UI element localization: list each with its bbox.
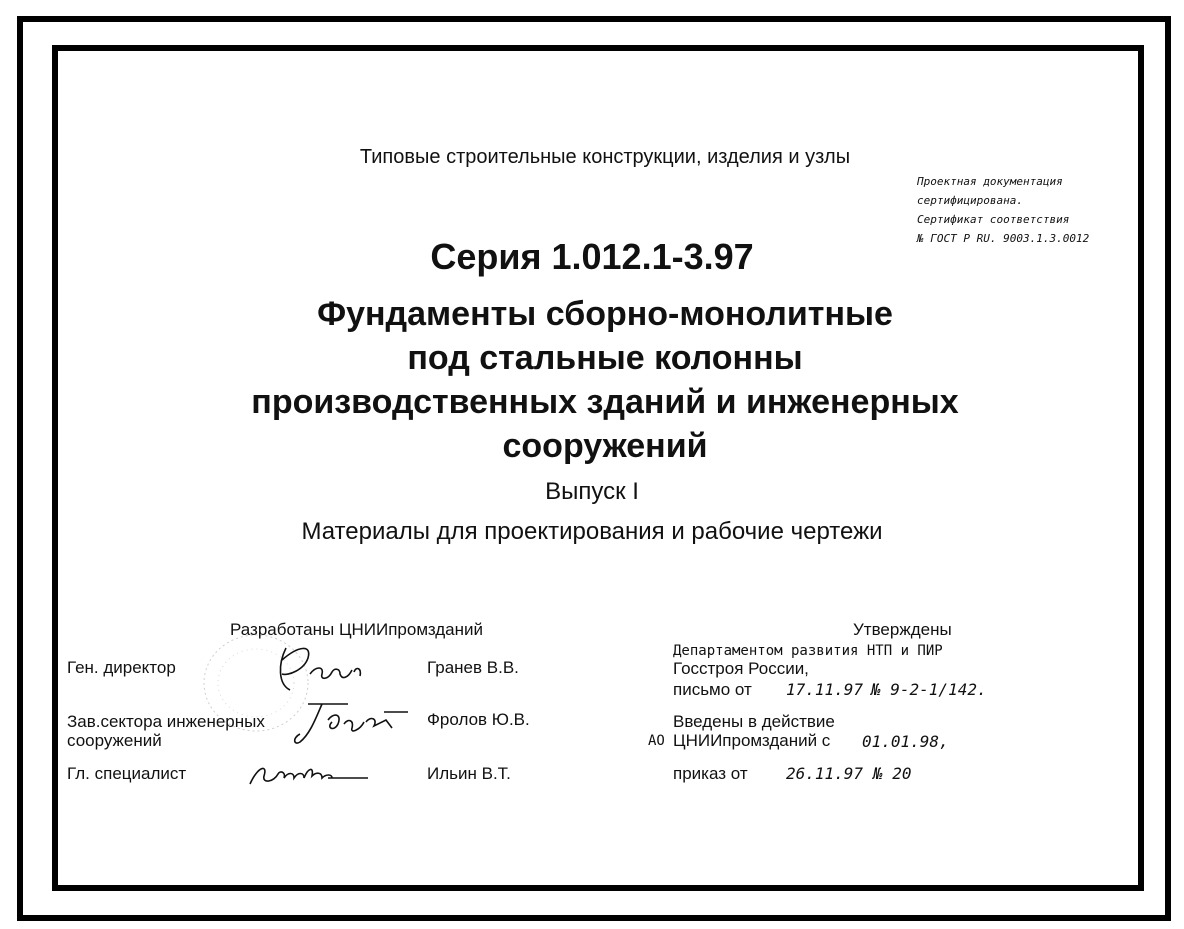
department-line: Департаментом развития НТП и ПИР [673, 643, 943, 659]
introduced-org: ЦНИИпромзданий с [673, 731, 831, 750]
series-title: Серия 1.012.1-3.97 [430, 236, 754, 277]
certificate-line: Сертификат соответствия [917, 213, 1070, 226]
role-label: Ген. директор [67, 658, 176, 677]
main-title [200, 292, 1010, 468]
introduced-date: 01.01.98, [862, 732, 949, 751]
role-label: Зав.сектора инженерных [67, 712, 265, 731]
director-signature [268, 640, 380, 696]
person-name: Ильин В.Т. [427, 764, 511, 783]
letter-date: 17.11.97 [786, 680, 864, 699]
title-line: производственных зданий и инженерных [251, 383, 959, 421]
approval-heading: Утверждены [853, 620, 952, 639]
organization-line: Госстроя России, [673, 659, 809, 678]
order-number: № 20 [873, 764, 912, 783]
specialist-signature [244, 756, 374, 792]
developers-heading: Разработаны ЦНИИпромзданий [230, 620, 484, 639]
introduced-prefix: АО [648, 733, 665, 749]
letter-number: № 9-2-1/142. [871, 680, 987, 699]
title-line: Фундаменты сборно-монолитные [317, 295, 893, 333]
person-name: Гранев В.В. [427, 658, 519, 677]
materials-description: Материалы для проектирования и рабочие чертежи [301, 518, 883, 545]
certificate-line: № ГОСТ Р RU. 9003.1.3.0012 [917, 232, 1090, 245]
title-line: под стальные колонны [407, 339, 803, 377]
role-label-line2: сооружений [67, 731, 162, 750]
introduced-label: Введены в действие [673, 712, 835, 731]
issue-number: Выпуск I [545, 478, 639, 505]
role-label: Гл. специалист [67, 764, 187, 783]
document-subtitle: Типовые строительные конструкции, изделия и узлы [359, 146, 851, 168]
order-date: 26.11.97 [786, 764, 864, 783]
certificate-line: Проектная документация [917, 175, 1063, 188]
letter-label: письмо от [673, 680, 752, 699]
order-label: приказ от [673, 764, 748, 783]
certificate-line: сертифицирована. [917, 194, 1023, 207]
sector-head-signature [288, 698, 418, 750]
person-name: Фролов Ю.В. [427, 710, 530, 729]
title-line: сооружений [502, 427, 708, 465]
